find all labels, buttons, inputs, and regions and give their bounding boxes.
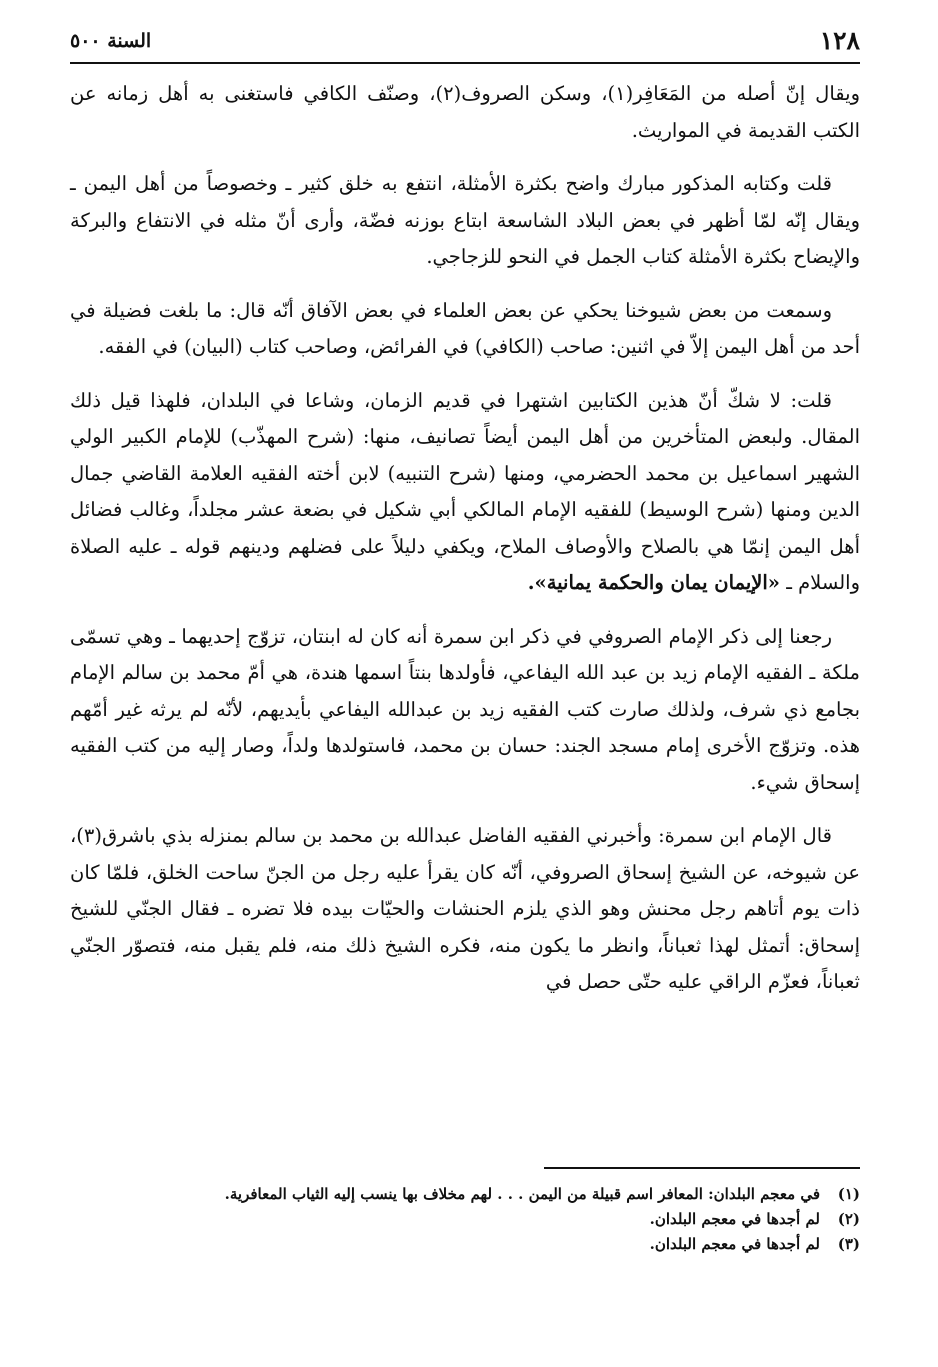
paragraph-6 (70, 818, 860, 1001)
paragraph-text: وسمعت من بعض شيوخنا يحكي عن بعض العلماء في بعض الآفاق أنّه قال: ما بلغت فضيلة في أحد من أهل اليمن إلاّ في اثنين: صاحب (الكافي) في الفرائض، وصاحب كتاب (البيان) في الفقه. (70, 298, 860, 358)
footnote-number: (١) (837, 1185, 860, 1203)
footnote-1 (70, 1182, 860, 1207)
paragraph-1 (70, 76, 860, 149)
footnote-number: (٣) (837, 1235, 860, 1253)
paragraph-text: قلت: لا شكّ أنّ هذين الكتابين اشتهرا في قديم الزمان، وشاعا في البلدان، فلهذا قيل ذلك المقال. ولبعض المتأخرين من أهل اليمن أيضاً تصانيف، منها: (شرح المهذّب) للإمام الكبير الولي الشهير اسماعيل بن محمد الحضرمي، ومنها (شرح التنبيه) لابن أخته الفقيه العلامة القاضي جمال الدين ومنها (شرح الوسيط) للفقيه الإمام المالكي أبي شكيل في بضعة عشر مجلداً، وغالب فضائل أهل اليمن إنمّا هي بالصلاح والأوصاف الملاح، ويكفي دليلاً على فضلهم ودينهم قوله ـ عليه الصلاة والسلام ـ (70, 388, 860, 594)
paragraph-text: ويقال إنّ أصله من المَعَافِر(١)، وسكن الصروف(٢)، وصنّف الكافي فاستغنى به أهل زمانه عن الكتب القديمة في المواريث. (70, 82, 860, 142)
footnote-3 (70, 1232, 860, 1257)
paragraph-text: قلت وكتابه المذكور مبارك واضح بكثرة الأمثلة، انتفع به خلق كثير ـ وخصوصاً من أهل اليمن ـ ويقال إنّه لمّا أظهر في بعض البلاد الشاسعة ابتاع بوزنه فضّة، وأرى أنّ مثله في الانتفاع والبركة والإيضاح بكثرة الأمثلة كتاب الجمل في النحو للزجاجي. (70, 172, 860, 268)
footnote-text: لم أجدها في معجم البلدان. (649, 1235, 820, 1253)
paragraph-2 (70, 166, 860, 276)
book-page (70, 22, 860, 1018)
paragraph-text: رجعنا إلى ذكر الإمام الصروفي في ذكر ابن سمرة أنه كان له ابنتان، تزوّج إحديهما ـ وهي تسمّى ملكة ـ الفقيه الإمام زيد بن عبد الله اليفاعي، فأولدها بنتاً اسمها هندة، هي أمّ محمد بن سالم الإمام بجامع ذي شرف، ولذلك صارت كتب الفقيه زيد بن عبدالله اليفاعي بأيديهم، لأنّه لم يرثه غير أمّهم هذه. وتزوّج الأخرى إمام مسجد الجند: حسان بن محمد، فاستولدها ولداً، وصار إليه من كتب الفقيه إسحاق شيء. (70, 624, 860, 794)
footnote-divider (544, 1167, 860, 1169)
paragraph-3 (70, 293, 860, 366)
footnote-text: لم أجدها في معجم البلدان. (649, 1210, 820, 1228)
paragraph-5 (70, 619, 860, 802)
footnote-2 (70, 1207, 860, 1232)
page-header (70, 22, 860, 64)
footnotes (70, 1182, 860, 1257)
main-text (70, 76, 860, 1001)
hadith-quote: «الإيمان يمان والحكمة يمانية». (527, 571, 780, 594)
paragraph-4 (70, 383, 860, 602)
footnote-text: في معجم البلدان: المعافر اسم قبيلة من اليمن . . . لهم مخلاف بها ينسب إليه الثياب المعافرية. (224, 1185, 820, 1203)
paragraph-text: قال الإمام ابن سمرة: وأخبرني الفقيه الفاضل عبدالله بن محمد بن سالم بمنزله بذي باشرق(٣)، عن شيوخه، عن الشيخ إسحاق الصروفي، أنّه كان يقرأ عليه رجل من الجنّ ساحت الخلق، فلمّا كان ذات يوم أتاهم رجل محنش وهو الذي يلزم الحنشات والحيّات بيده فلا تضره ـ فقال الجنّي للشيخ إسحاق: أتمثل لهذا ثعباناً، وانظر ما يكون منه، فكره الشيخ ذلك منه، فلم يقبل منه، فتصوّر الجنّي ثعباناً، فعزّم الراقي عليه حتّى حصل في (70, 824, 860, 993)
footnote-number: (٢) (837, 1210, 860, 1228)
running-head-year: السنة ٥٠٠ (70, 30, 152, 52)
page-number: ١٢٨ (819, 26, 860, 55)
